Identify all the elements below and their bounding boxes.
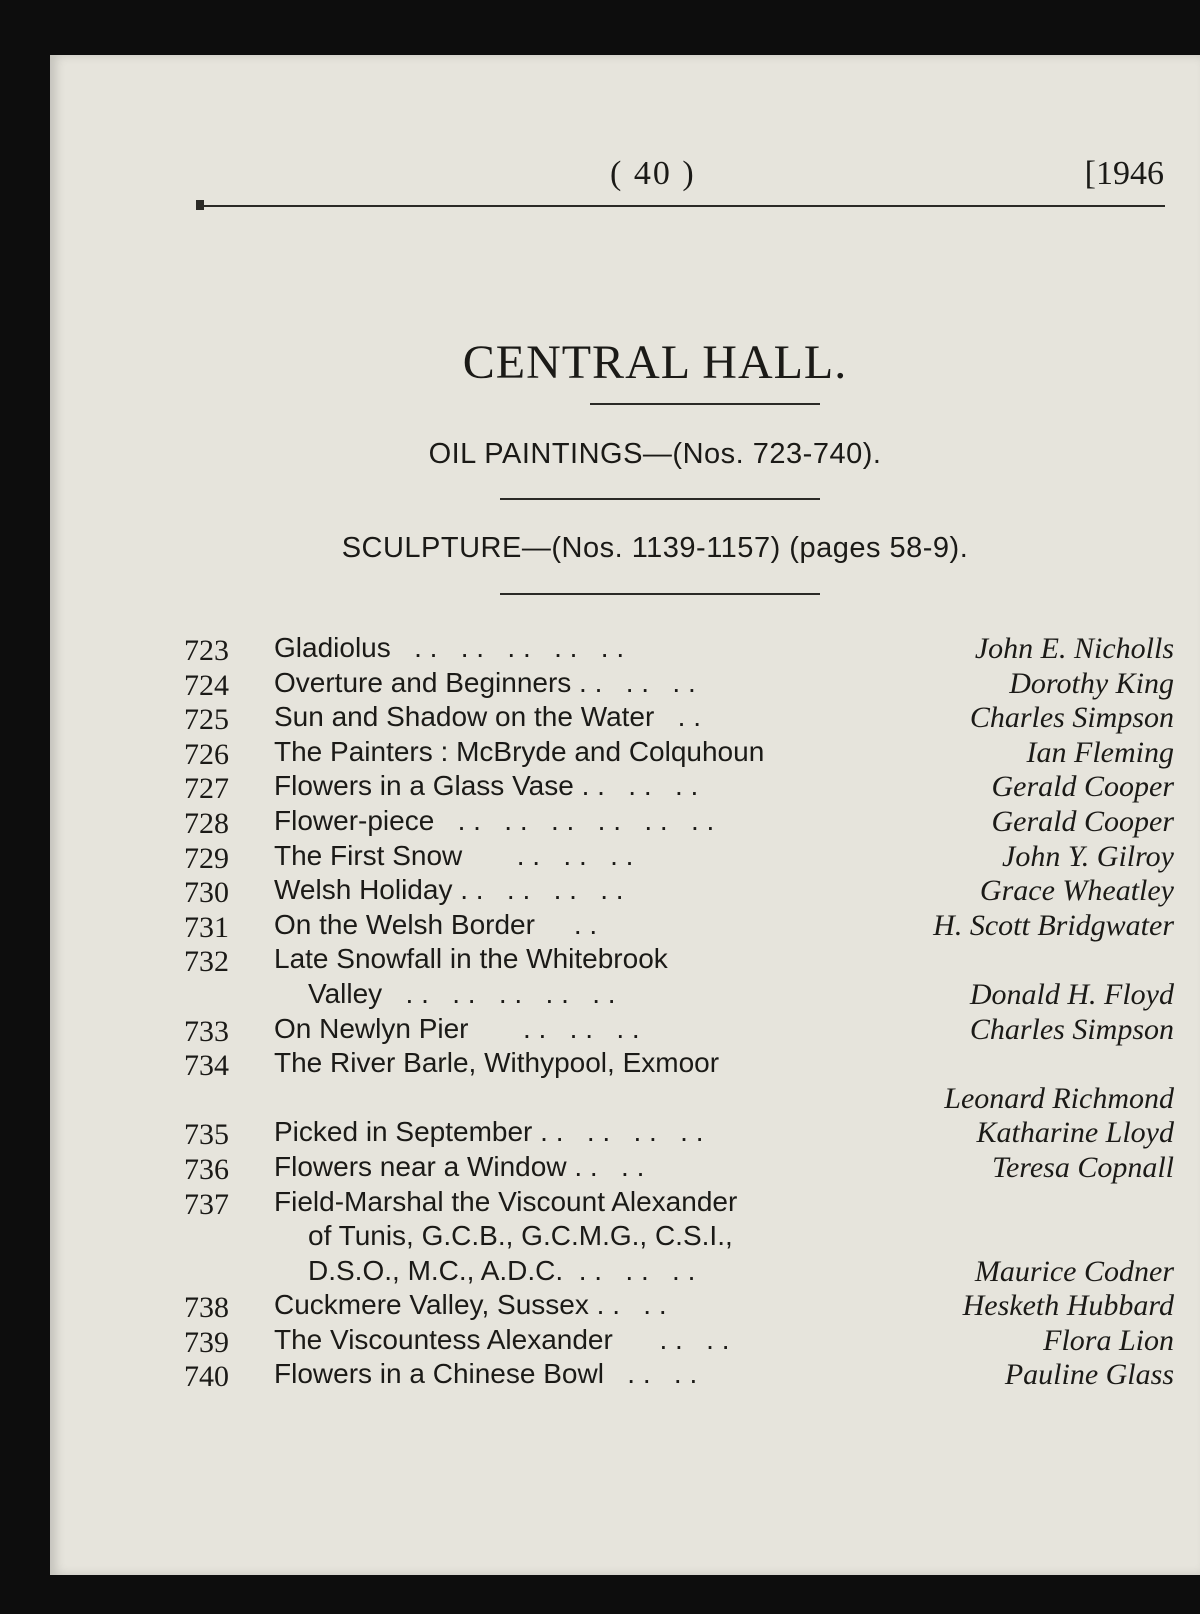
entry-number: 730 [184,876,229,910]
entry-number: 737 [184,1187,229,1221]
entry-artist: Charles Simpson [969,1012,1174,1046]
entry-title: On Newlyn Pier . . . . . . [274,1012,640,1044]
entry-number: 739 [184,1325,229,1359]
entry-number: 731 [184,910,229,944]
entry-title: Flowers near a Window . . . . [274,1150,645,1182]
entry-artist: Gerald Cooper [991,770,1174,804]
entry-title: The First Snow . . . . . . [274,839,634,871]
entry-number: 738 [184,1291,229,1325]
entry-number: 729 [184,841,229,875]
entry-number: 733 [184,1014,229,1048]
entry-artist: Flora Lion [1043,1323,1174,1357]
entry-title-line2: Valley . . . . . . . . . . [308,977,616,1009]
list-item [184,632,1200,667]
entry-number: 736 [184,1152,229,1186]
list-item [184,805,1200,840]
sculpture-divider [500,593,820,595]
entry-artist: H. Scott Bridgwater [933,908,1174,942]
list-item [184,1324,1200,1359]
entry-artist: Dorothy King [1009,666,1174,700]
list-item [184,667,1200,702]
list-item [184,909,1200,944]
entry-title: The Viscountess Alexander . . . . [274,1323,730,1355]
entry-artist: Hesketh Hubbard [962,1289,1174,1323]
list-item [184,1047,1200,1116]
entry-title: Welsh Holiday . . . . . . . . [274,874,624,906]
oil-paintings-heading: OIL PAINTINGS—(Nos. 723-740). [428,438,882,470]
entry-artist: Grace Wheatley [979,874,1174,908]
list-item [184,1151,1200,1186]
entry-title: Overture and Beginners . . . . . . [274,666,696,698]
list-item [184,943,1200,1012]
entry-artist: Leonard Richmond [944,1081,1174,1115]
entry-number: 727 [184,772,229,806]
entry-number: 732 [184,945,229,979]
header-rule [200,205,1165,207]
list-item [184,1289,1200,1324]
list-item [184,1013,1200,1048]
entry-artist: Ian Fleming [1026,735,1174,769]
list-item [184,1358,1200,1393]
entry-title: The River Barle, Withypool, Exmoor [274,1047,720,1079]
entry-artist: John Y. Gilroy [1002,839,1174,873]
list-item [184,1116,1200,1151]
entry-title: Field-Marshal the Viscount Alexander [274,1185,738,1217]
entry-title-line2: of Tunis, G.C.B., G.C.M.G., C.S.I., [308,1220,733,1252]
list-item [184,840,1200,875]
oil-divider [500,498,820,500]
entry-number: 726 [184,737,229,771]
entry-title: Flowers in a Glass Vase . . . . . . [274,770,699,802]
entry-artist: Pauline Glass [1004,1358,1174,1392]
entry-artist: Donald H. Floyd [969,977,1174,1011]
list-item [184,874,1200,909]
list-item [184,736,1200,771]
entry-number: 735 [184,1118,229,1152]
entry-title: Picked in September . . . . . . . . [274,1116,704,1148]
entry-artist: John E. Nicholls [974,632,1174,665]
entry-number: 725 [184,703,229,737]
entry-artist: Gerald Cooper [991,804,1174,838]
entry-title-line3: D.S.O., M.C., A.D.C. . . . . . . [308,1254,696,1286]
page-header [50,155,1200,205]
entry-number: 724 [184,668,229,702]
entry-title: Cuckmere Valley, Sussex . . . . [274,1289,667,1321]
entry-artist: Charles Simpson [969,701,1174,735]
entry-artist: Maurice Codner [974,1254,1174,1288]
entry-artist: Teresa Copnall [992,1150,1174,1184]
entry-title: On the Welsh Border . . [274,908,598,940]
page-year: [1946 [1084,155,1164,192]
entry-number: 734 [184,1049,229,1083]
entry-title: Flower-piece . . . . . . . . . . . . [274,804,715,836]
entry-title: Flowers in a Chinese Bowl . . . . [274,1358,698,1390]
list-item [184,770,1200,805]
list-item [184,701,1200,736]
catalogue-page [50,55,1200,1575]
section-title: CENTRAL HALL. [462,336,848,389]
entry-title: Gladiolus . . . . . . . . . . [274,632,625,663]
list-item [184,1186,1200,1290]
entry-number: 740 [184,1360,229,1394]
entry-title: Sun and Shadow on the Water . . [274,701,701,733]
sculpture-heading: SCULPTURE—(Nos. 1139-1157) (pages 58-9). [341,532,969,564]
entry-title: The Painters : McBryde and Colquhoun [274,735,765,767]
entry-number: 723 [184,634,229,667]
entries-list [184,632,1200,1393]
entry-artist: Katharine Lloyd [976,1116,1174,1150]
entry-number: 728 [184,806,229,840]
title-divider [590,403,820,405]
page-number: ( 40 ) [610,155,696,192]
entry-title: Late Snowfall in the Whitebrook [274,943,668,975]
